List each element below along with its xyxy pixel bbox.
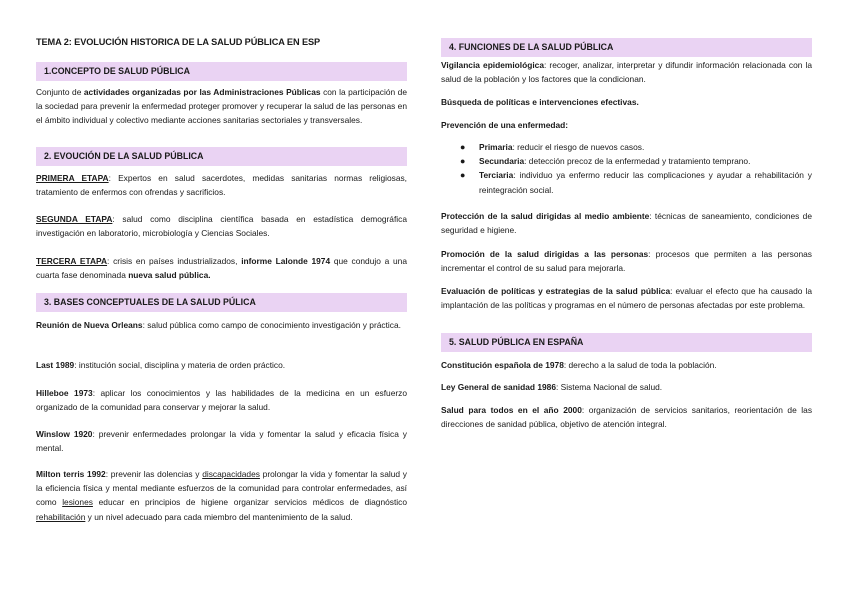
section-2-heading: 2. EVOUCIÓN DE LA SALUD PÚBLICA (36, 147, 407, 166)
prevention-list (441, 140, 812, 197)
func-vigilancia: Vigilancia epidemiológica: recoger, analizar, interpretar y difundir información relacionada con la salud de la población y los factores que la condicionan. (441, 60, 812, 85)
def-winslow: Winslow 1920: prevenir enfermedades prolongar la vida y fomentar la salud y eficacia física y mental. (36, 429, 407, 454)
bullet-icon: ● (460, 170, 466, 181)
section-1-heading: 1.CONCEPTO DE SALUD PÚBLICA (36, 62, 407, 81)
def-nueva-orleans: Reunión de Nueva Orleans: salud pública como campo de conocimiento investigación y práctica. (36, 320, 401, 330)
section-4-heading: 4. FUNCIONES DE LA SALUD PÚBLICA (441, 38, 812, 57)
document-title: TEMA 2: EVOLUCIÓN HISTORICA DE LA SALUD PÚBLICA EN ESP (36, 37, 321, 47)
etapa-2: SEGUNDA ETAPA: salud como disciplina científica basada en estadística demográfica investigación en laboratorio, microbiología y Ciencias Sociales. (36, 214, 407, 239)
def-milton-terris: Milton terris 1992: prevenir las dolencias y discapacidades prolongar la vida y fomentar la salud y la eficiencia física y mental mediante esfuerzos de la comunidad para controlar enfermedades, así como lesiones educar en principios de higiene organizar servicios médicos de diagnóstico rehabilitación y un nivel adecuado para cada miembro del mantenimiento de la salud. (36, 469, 407, 522)
bullet-icon: ● (460, 142, 466, 152)
func-promocion: Promoción de la salud dirigidas a las personas: procesos que permiten a las personas incrementar el control de su salud para mejorarla. (441, 249, 812, 274)
def-last: Last 1989: institución social, disciplina y materia de orden práctico. (36, 360, 286, 370)
def-hilleboe: Hilleboe 1973: aplicar los conocimientos y las habilidades de la medicina en un esfuerzo organizado de la comunidad para conservar y mejorar la salud. (36, 388, 407, 413)
s1-paragraph: Conjunto de actividades organizadas por las Administraciones Públicas con la participación de la sociedad para prevenir la enfermedad proteger promover y recuperar la salud de las personas en el ámbito individual y colectivo mediante acciones sanitarias sectoriales y transversales. (36, 87, 407, 126)
func-evaluacion: Evaluación de políticas y estrategias de la salud pública: evaluar el efecto que ha causado la implantación de las políticas y programas en el número de personas afectadas por este problema. (441, 286, 812, 311)
func-proteccion: Protección de la salud dirigidas al medio ambiente: técnicas de saneamiento, condiciones de seguridad e higiene. (441, 211, 812, 236)
section-3-heading: 3. BASES CONCEPTUALES DE LA SALUD PÚLICA (36, 293, 407, 312)
section-5-heading: 5. SALUD PÚBLICA EN ESPAÑA (441, 333, 812, 352)
bullet-icon: ● (460, 156, 466, 167)
esp-ley-general: Ley General de sanidad 1986: Sistema Nacional de salud. (441, 382, 663, 392)
list-item: ● Primaria: reducir el riesgo de nuevos casos. (441, 140, 812, 154)
list-item: ● Secundaria: detección precoz de la enfermedad y tratamiento temprano. (441, 154, 812, 168)
func-busqueda: Búsqueda de políticas e intervenciones efectivas. (441, 97, 639, 107)
esp-salud-2000: Salud para todos en el año 2000: organización de servicios sanitarios, reorientación de las direcciones de sanidad pública, objetivo de atención integral. (441, 405, 813, 430)
func-prevencion: Prevención de una enfermedad: (441, 120, 569, 130)
etapa-3: TERCERA ETAPA: crisis en países industrializados, informe Lalonde 1974 que condujo a una cuarta fase denominada nueva salud pública. (36, 256, 407, 281)
etapa-1: PRIMERA ETAPA: Expertos en salud sacerdotes, medidas sanitarias normas religiosas, tratamiento de enfermos con ofrendas y sacrificios. (36, 173, 407, 198)
list-item: ● Terciaria: individuo ya enfermo reducir las complicaciones y ayudar a rehabilitación y reintegración social. (460, 170, 812, 195)
esp-constitucion: Constitución española de 1978: derecho a la salud de toda la población. (441, 360, 717, 370)
